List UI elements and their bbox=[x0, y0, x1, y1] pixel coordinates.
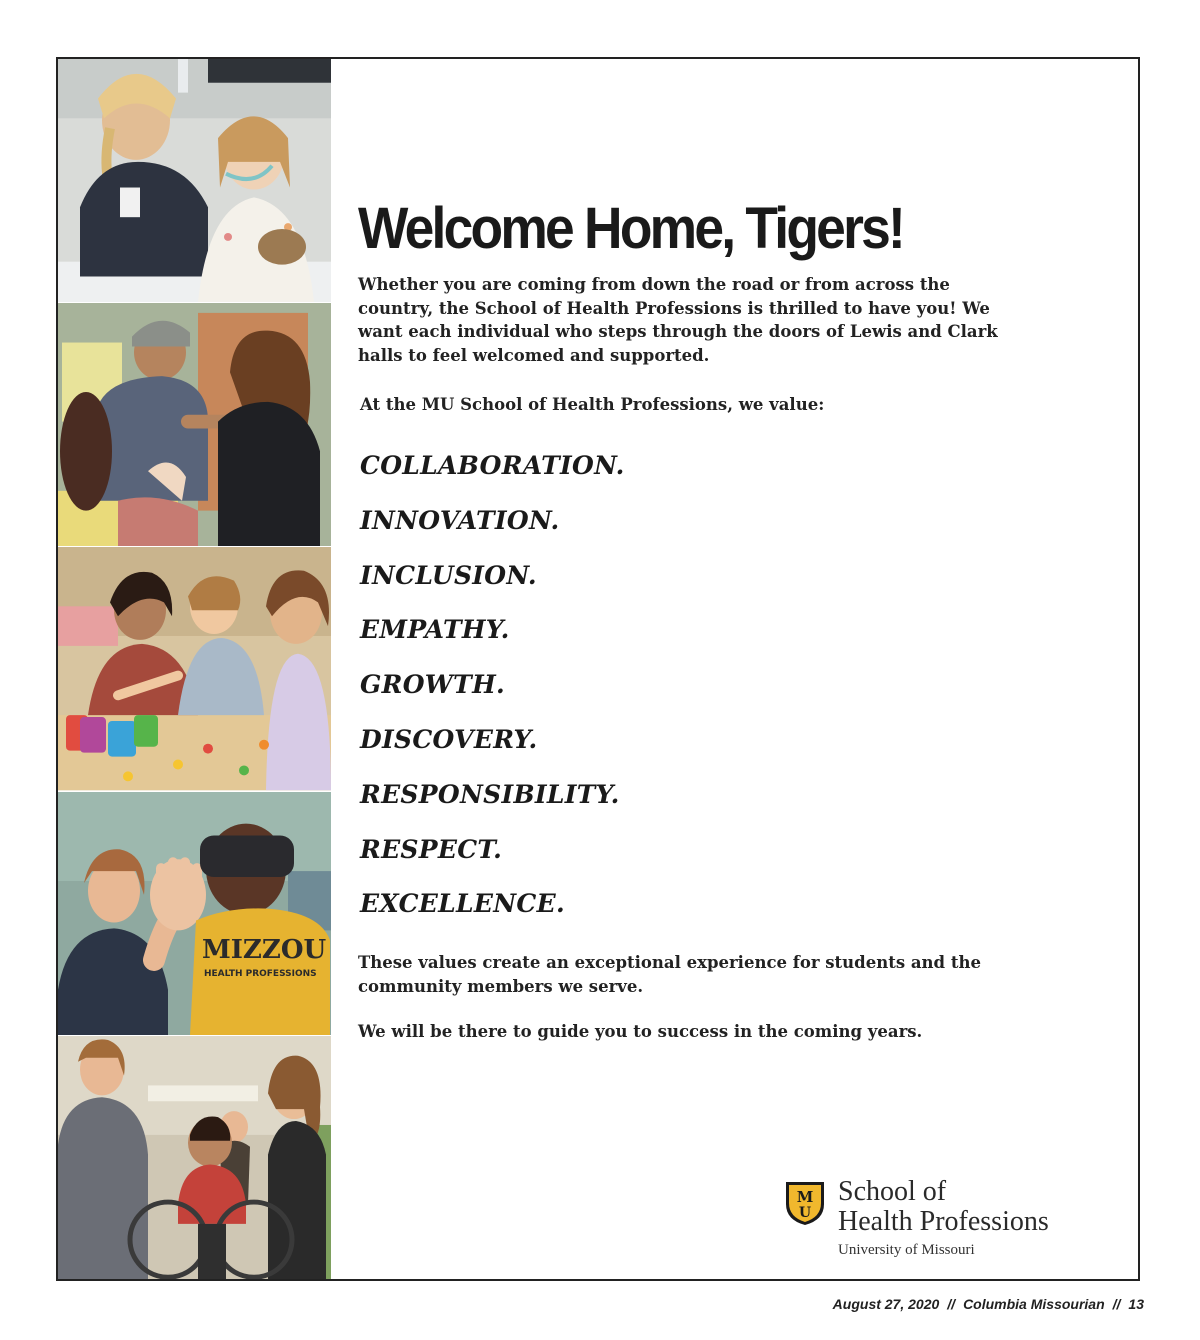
value-item: RESPONSIBILITY. bbox=[360, 779, 620, 809]
values-list bbox=[360, 451, 625, 944]
logo-line-health-professions: Health Professions bbox=[838, 1206, 1049, 1237]
shirt-text-health-professions: HEALTH PROFESSIONS bbox=[204, 968, 317, 979]
footer-publication: Columbia Missourian bbox=[963, 1296, 1105, 1312]
value-item: COLLABORATION. bbox=[360, 451, 625, 480]
value-item: EXCELLENCE. bbox=[360, 889, 565, 919]
closing-line: We will be there to guide you to success in the coming years. bbox=[358, 1022, 923, 1041]
shield-letter-u: U bbox=[798, 1205, 812, 1221]
headline: Welcome Home, Tigers! bbox=[358, 196, 903, 261]
photo-clinician-with-child bbox=[58, 59, 331, 303]
footer-page-number: 13 bbox=[1128, 1296, 1144, 1312]
closing-paragraph: These values create an exceptional experience for students and the community members we serve. bbox=[358, 953, 981, 996]
photo-child-in-wheelchair bbox=[58, 1036, 331, 1279]
photo-therapist-with-patient bbox=[58, 303, 331, 547]
shield-letter-m: M bbox=[796, 1188, 814, 1206]
values-lead: At the MU School of Health Professions, we value: bbox=[360, 395, 825, 414]
ad-frame bbox=[56, 57, 1140, 1281]
photo-teacher-with-kids bbox=[58, 547, 331, 791]
footer-separator: // bbox=[947, 1296, 956, 1312]
value-item: RESPECT. bbox=[360, 834, 503, 864]
page-footer bbox=[833, 1296, 1144, 1312]
logo-text bbox=[838, 1177, 1049, 1261]
mizzou-mu-shield-icon bbox=[784, 1180, 826, 1226]
value-item: EMPATHY. bbox=[360, 615, 510, 645]
logo-line-school-of: School of bbox=[838, 1176, 947, 1207]
value-item: INNOVATION. bbox=[360, 505, 560, 535]
value-item: INCLUSION. bbox=[360, 560, 537, 590]
photo-vr-high-five bbox=[58, 792, 331, 1036]
logo-line-university: University of Missouri bbox=[838, 1242, 975, 1258]
footer-separator: // bbox=[1112, 1296, 1121, 1312]
footer-date: August 27, 2020 bbox=[832, 1296, 940, 1312]
intro-paragraph: Whether you are coming from down the road or from across the country, the School of Health Professions is thrilled to have you! We want each individual who steps through the doors of Lewis and Clark halls to feel welcomed and supported. bbox=[358, 275, 998, 365]
photo-strip bbox=[58, 59, 331, 1279]
shirt-text-mizzou: MIZZOU bbox=[202, 934, 327, 965]
value-item: DISCOVERY. bbox=[360, 724, 538, 754]
value-item: GROWTH. bbox=[360, 670, 506, 700]
school-logo bbox=[784, 1177, 1049, 1261]
